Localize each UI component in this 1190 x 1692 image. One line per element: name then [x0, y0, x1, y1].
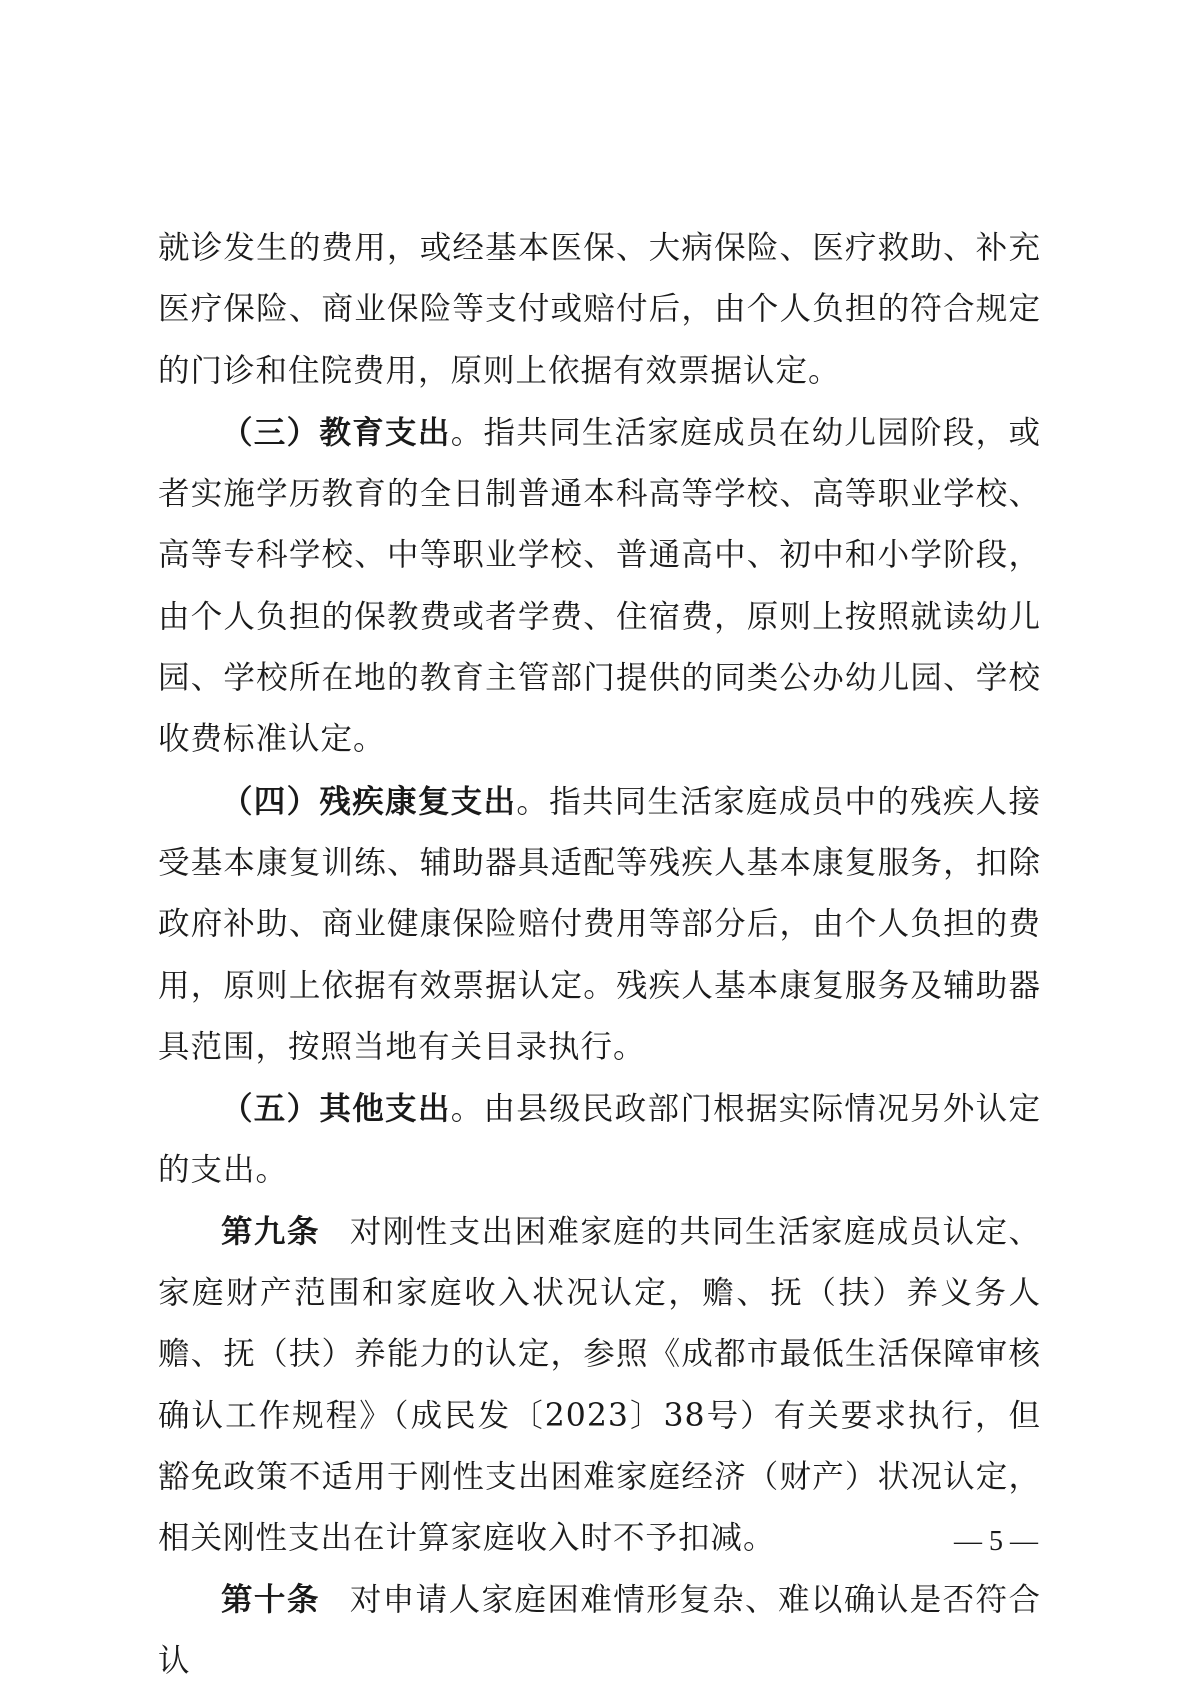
- document-body: [158, 218, 1041, 1692]
- paragraph-education-expense: [158, 402, 1041, 771]
- paragraph-text: 。指共同生活家庭成员在幼儿园阶段，或者实施学历教育的全日制普通本科高等学校、高等职业学校、高等专科学校、中等职业学校、普通高中、初中和小学阶段，由个人负担的保教费或者学费、住宿费，原则上按照就读幼儿园、学校所在地的教育主管部门提供的同类公办幼儿园、学校收费标准认定。: [158, 414, 1041, 758]
- paragraph-medical-continued: [158, 218, 1041, 402]
- article-text: 对申请人家庭困难情形复杂、难以确认是否符合认: [158, 1581, 1041, 1679]
- paragraph-rehabilitation-expense: [158, 771, 1041, 1078]
- paragraph-other-expense: [158, 1078, 1041, 1202]
- page-number: — 5 —: [954, 1526, 1038, 1557]
- article-number-ten: 第十条: [221, 1581, 320, 1618]
- section-heading-rehabilitation: （四）残疾康复支出: [221, 782, 517, 820]
- article-text: 对刚性支出困难家庭的共同生活家庭成员认定、家庭财产范围和家庭收入状况认定，赡、抚（扶）养义务人赡、抚（扶）养能力的认定，参照《成都市最低生活保障审核确认工作规程》（成民发〔2023〕38号）有关要求执行，但豁免政策不适用于刚性支出困难家庭经济（财产）状况认定，相关刚性支出在计算家庭收入时不予扣减。: [158, 1213, 1041, 1557]
- article-nine: [158, 1202, 1041, 1570]
- article-number-nine: 第九条: [221, 1213, 320, 1250]
- article-ten: [158, 1570, 1041, 1692]
- section-heading-other: （五）其他支出: [221, 1090, 451, 1128]
- paragraph-text: 就诊发生的费用，或经基本医保、大病保险、医疗救助、补充医疗保险、商业保险等支付或赔付后，由个人负担的符合规定的门诊和住院费用，原则上依据有效票据认定。: [158, 230, 1041, 389]
- paragraph-text: 。由县级民政部门根据实际情况另外认定的支出。: [158, 1091, 1041, 1189]
- section-heading-education: （三）教育支出: [221, 413, 451, 451]
- paragraph-text: 。指共同生活家庭成员中的残疾人接受基本康复训练、辅助器具适配等残疾人基本康复服务，扣除政府补助、商业健康保险赔付费用等部分后，由个人负担的费用，原则上依据有效票据认定。残疾人基本康复服务及辅助器具范围，按照当地有关目录执行。: [158, 783, 1041, 1065]
